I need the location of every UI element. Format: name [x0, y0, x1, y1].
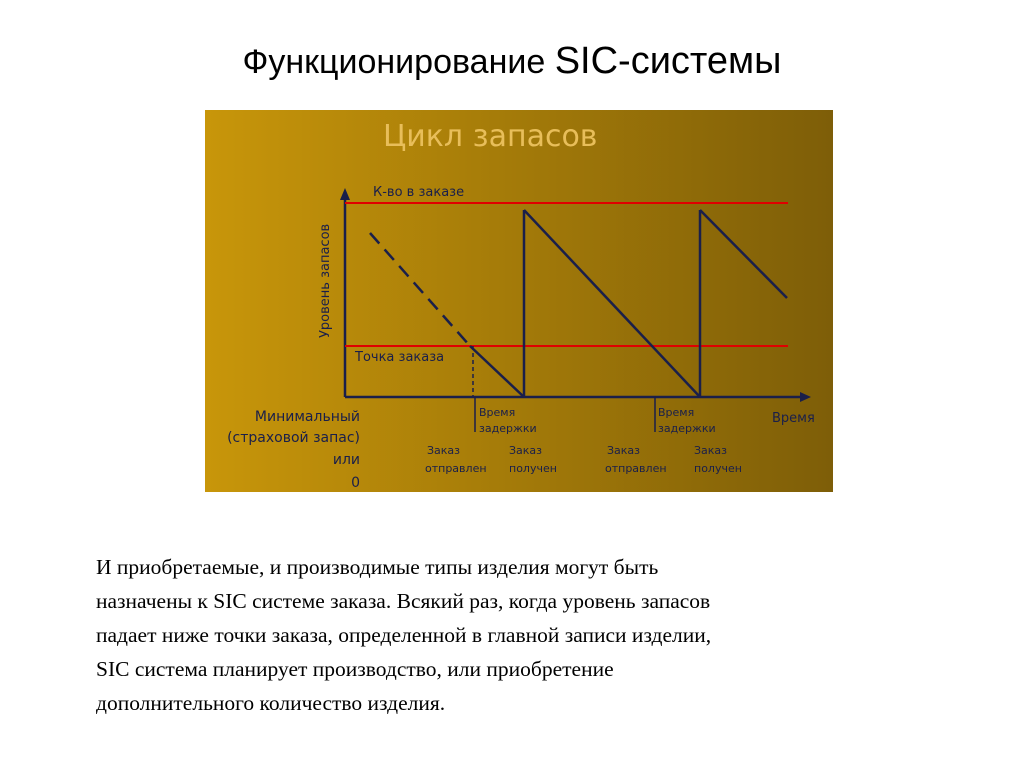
order-sent-1-line-2: отправлен [425, 462, 487, 475]
order-sent-2-line-2: отправлен [605, 462, 667, 475]
min-label-line-2: (страховой запас) [227, 430, 360, 446]
reorder-point-label: Точка заказа [355, 350, 445, 365]
x-axis-label: Время [772, 411, 815, 426]
min-label-line-1: Минимальный [254, 409, 360, 425]
body-line-1: И приобретаемые, и производимые типы изделия могут быть [96, 555, 659, 579]
order-quantity-label: К-во в заказе [373, 185, 465, 200]
slide-title-abbr: SIC-системы [554, 40, 782, 82]
body-line-5: дополнительного количество изделия. [96, 691, 446, 715]
lead-time-label-2-line-1: Время [658, 406, 695, 419]
min-label-line-4: 0 [351, 475, 360, 491]
y-axis-label: Уровень запасов [318, 223, 333, 338]
order-received-2-line-2: получен [694, 462, 742, 475]
slide-title-main: Функционирование [242, 43, 555, 81]
order-received-1-line-1: Заказ [509, 444, 543, 457]
lead-time-label-2-line-2: задержки [658, 422, 716, 435]
body-line-2: назначены к SIC системе заказа. Всякий раз, когда уровень запасов [96, 589, 711, 613]
inventory-cycle-diagram [205, 110, 833, 492]
order-sent-2-line-1: Заказ [607, 444, 641, 457]
body-line-3: падает ниже точки заказа, определенной в главной записи изделии, [96, 623, 712, 647]
body-paragraph [96, 550, 956, 720]
order-received-1-line-2: получен [509, 462, 557, 475]
body-line-4: SIC система планирует производство, или приобретение [96, 657, 614, 681]
lead-time-label-1-line-1: Время [479, 406, 516, 419]
order-received-2-line-1: Заказ [694, 444, 728, 457]
diagram-title: Цикл запасов [383, 119, 598, 154]
min-label-line-3: или [332, 452, 360, 468]
slide-title [0, 40, 1024, 83]
lead-time-label-1-line-2: задержки [479, 422, 537, 435]
order-sent-1-line-1: Заказ [427, 444, 461, 457]
